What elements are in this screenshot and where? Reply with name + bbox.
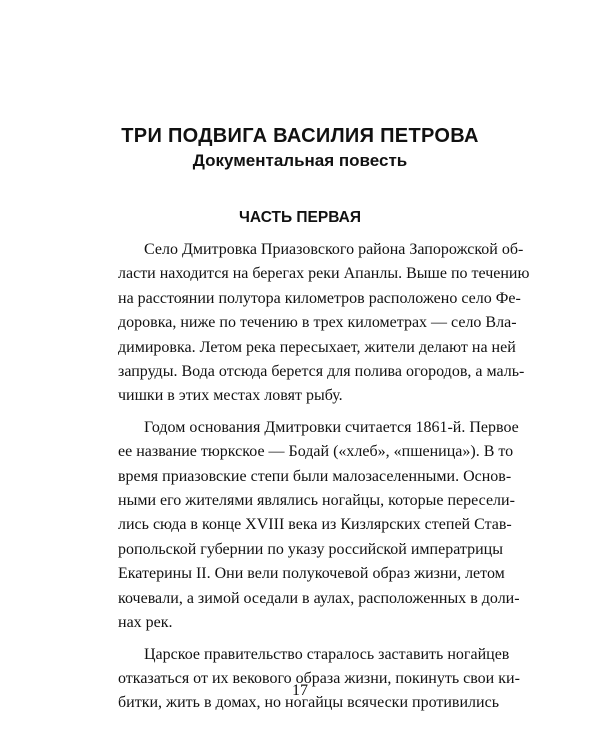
text-line: ее название тюркское — Бодай («хлеб», «пшеница»). В то [118, 443, 514, 461]
text-line: Екатерины II. Они вели полукочевой образ жизни, летом [118, 565, 505, 583]
text-line: ными его жителями являлись ногайцы, которые пересели- [118, 492, 515, 510]
text-line: время приазовские степи были малозаселенными. Основ- [118, 467, 512, 485]
section-heading: ЧАСТЬ ПЕРВАЯ [239, 209, 361, 226]
paragraph [118, 416, 520, 636]
text-line: на расстоянии полутора километров расположено село Фе- [118, 289, 521, 307]
text-line: отказаться от их векового образа жизни, покинуть свои ки- [118, 669, 520, 687]
text-line: Годом основания Дмитровки считается 1861-й. Первое [144, 418, 519, 436]
page-number: 17 [292, 682, 308, 699]
text-line: димировка. Летом река пересыхает, жители делают на ней [118, 338, 516, 356]
text-line: запруды. Вода отсюда берется для полива огородов, а маль- [118, 363, 525, 381]
text-line: доровка, ниже по течению в трех километрах — село Вла- [118, 314, 517, 332]
page-subtitle: Документальная повесть [192, 151, 408, 170]
text-line: Царское правительство старалось заставить ногайцев [144, 645, 510, 663]
text-line: нах рек. [118, 614, 173, 632]
body-text [118, 238, 530, 723]
page-title: ТРИ ПОДВИГА ВАСИЛИЯ ПЕТРОВА [121, 125, 479, 147]
text-line: ропольской губернии по указу российской императрицы [118, 540, 503, 558]
text-line: кочевали, а зимой оседали в аулах, расположенных в доли- [118, 589, 520, 607]
text-line: Село Дмитровка Приазовского района Запорожской об- [144, 241, 524, 258]
paragraph [118, 643, 520, 716]
paragraph [118, 238, 530, 409]
text-line: лись сюда в конце XVIII века из Кизлярских степей Став- [118, 516, 512, 534]
text-line: ласти находится на берегах реки Апанлы. Выше по течению [118, 265, 530, 283]
text-line: битки, жить в домах, но ногайцы всячески противились [118, 694, 499, 712]
text-line: чишки в этих местах ловят рыбу. [118, 387, 343, 405]
